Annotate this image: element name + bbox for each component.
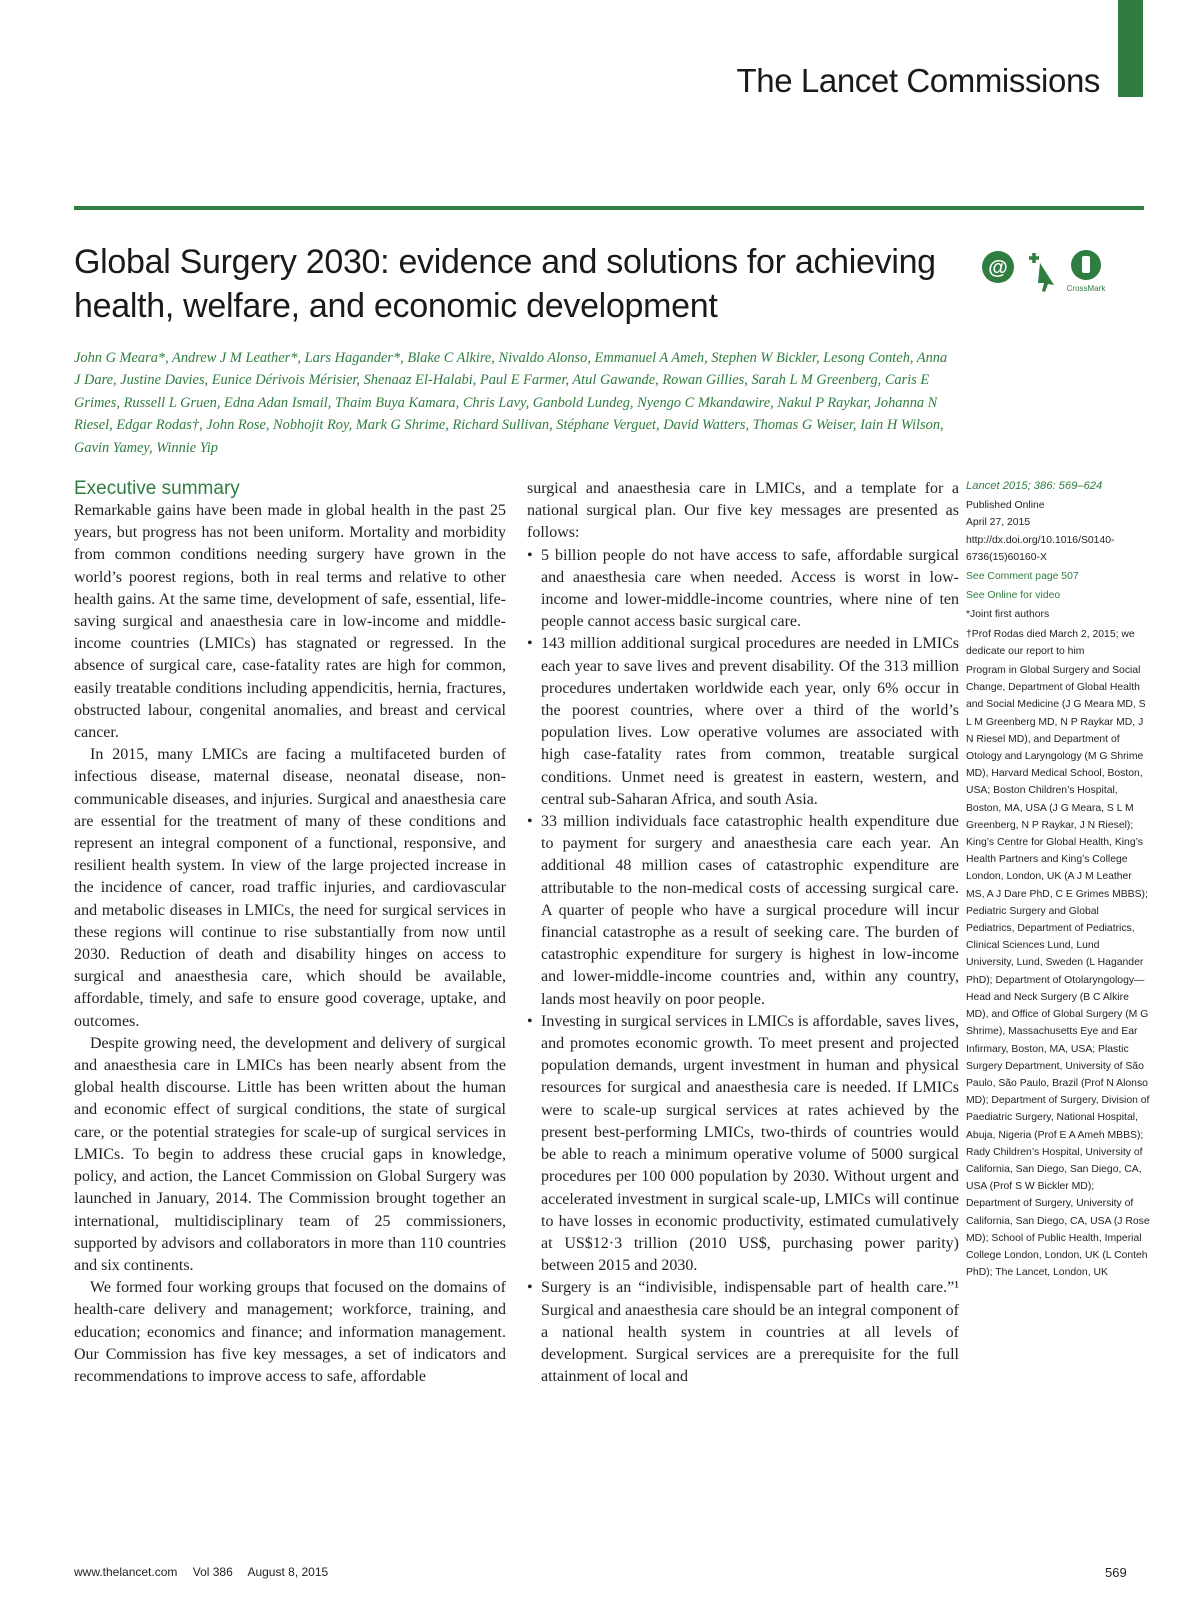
affiliations: Program in Global Surgery and Social Change, Department of Global Health and Social Medicine (J G Meara MD, S L M Greenberg MD, N P Raykar MD, J N Riesel MD), and Department of Otology and Laryngology (M G Shrime MD), Harvard Medical School, Boston, USA; Boston Children’s Hospital, Boston, MA, USA (J G Meara, S L M Greenberg, N P Raykar, J N Riesel); King’s Centre for Global Health, King’s Health Partners and King’s College London, London, UK (A J M Leather MS, A J Dare PhD, C E Grimes MBBS); Pediatric Surgery and Global Pediatrics, Department of Pediatrics, Clinical Sciences Lund, Lund University, Lund, Sweden (L Hagander PhD); Department of Otolaryngology—Head and Neck Surgery (B C Alkire MD), and Office of Global Surgery (M G Shrime), Massachusetts Eye and Ear Infirmary, Boston, MA, USA; Plastic Surgery Department, University of São Paulo, São Paulo, Brazil (Prof N Alonso MD); Department of Surgery, Division of Paediatric Surgery, National Hospital, Abuja, Nigeria (Prof E A Ameh MBBS); Rady Children’s Hospital, University of California, San Diego, San Diego, CA, USA (Prof S W Bickler MD); Department of Surgery, University of California, San Diego, CA, USA (J Rose MD); School of Public Health, Imperial College London, London, UK (L Conteh PhD); The Lancet, London, UK — [966, 665, 1150, 1279]
body-column-1 — [74, 478, 506, 1388]
body-paragraph: Remarkable gains have been made in global health in the past 25 years, but progress has not been uniform. Mortality and morbidity from common conditions needing surgery have grown in the world’s poorest regions, both in real terms and relative to other health gains. At the same time, development of safe, essential, life-saving surgical and anaesthesia care in low-income and middle-income countries (LMICs) has stagnated or regressed. In the absence of surgical care, case-fatality rates are high for common, easily treatable conditions including appendicitis, hernia, fractures, obstructed labour, congenital anomalies, and breast and cervical cancer. — [74, 502, 506, 742]
article-icons — [980, 247, 1110, 297]
dedication-note: †Prof Rodas died March 2, 2015; we dedicate our report to him — [966, 628, 1135, 657]
body-paragraph: In 2015, many LMICs are facing a multifaceted burden of infectious disease, maternal disease, neonatal disease, non-communicable diseases, and injuries. Surgical and anaesthesia care are essential for the treatment of many of these conditions and represent an integral component of a functional, responsive, and resilient health system. In view of the large projected increase in the incidence of cancer, road traffic injuries, and cardiovascular and metabolic diseases in LMICs, the need for surgical services in these regions will continue to rise substantially from now until 2030. Reduction of death and disability hinges on access to surgical and anaesthesia care, which should be available, affordable, timely, and safe to ensure good coverage, uptake, and outcomes. — [74, 746, 506, 1030]
header-rule — [74, 206, 1144, 210]
citation: Lancet 2015; 386: 569–624 — [966, 480, 1103, 492]
key-message-item: • 5 billion people do not have access to safe, affordable surgical and anaesthesia care when needed. Access is worst in low-income and lower-middle-income countries, where nine of ten people cannot access basic surgical care. — [527, 545, 959, 634]
see-comment-link[interactable]: See Comment page 507 — [966, 571, 1079, 583]
published-date: April 27, 2015 — [966, 517, 1031, 529]
author-list: John G Meara*, Andrew J M Leather*, Lars Hagander*, Blake C Alkire, Nivaldo Alonso, Emmanuel A Ameh, Stephen W Bickler, Lesong Conteh, Anna J Dare, Justine Davies, Eunice Dérivois Mérisier, Shenaaz El-Halabi, Paul E Farmer, Atul Gawande, Rowan Gillies, Sarah L M Greenberg, Caris E Grimes, Russell L Gruen, Edna Adan Ismail, Thaim Buya Kamara, Chris Lavy, Ganbold Lundeg, Nyengo C Mkandawire, Nakul P Raykar, Johanna N Riesel, Edgar Rodas†, John Rose, Nobhojit Roy, Mark G Shrime, Richard Sullivan, Stéphane Verguet, David Watters, Thomas G Weiser, Iain H Wilson, Gavin Yamey, Winnie Yip — [74, 350, 948, 456]
published-label: Published Online — [966, 500, 1045, 512]
section-heading: Executive summary — [74, 478, 240, 499]
open-access-icon[interactable] — [982, 251, 1014, 283]
svg-text:@: @ — [988, 257, 1008, 279]
key-message-item: • 33 million individuals face catastrophic health expenditure due to payment for surgery and anaesthesia care each year. An additional 48 million cases of catastrophic expenditure are attributable to the non-medical costs of accessing surgical care. A quarter of people who have a surgical procedure will incur financial catastrophe as a result of seeking care. The burden of catastrophic expenditure for surgery is highest in low-income and lower-middle-income countries and, within any country, lands most heavily on poor people. — [527, 811, 959, 1011]
article-sidebar — [966, 478, 1150, 1283]
footer-volume: Vol 386 — [192, 1565, 233, 1579]
cursor-plus-icon[interactable] — [1029, 253, 1054, 292]
key-messages-intro: surgical and anaesthesia care in LMICs, and a template for a national surgical plan. Our five key messages are presented as follows: — [527, 480, 959, 542]
doi-link[interactable]: http://dx.doi.org/10.1016/S0140-6736(15)60160-X — [966, 534, 1115, 563]
journal-color-tab — [1118, 0, 1143, 97]
joint-authors-note: *Joint first authors — [966, 609, 1050, 621]
footer-date: August 8, 2015 — [247, 1565, 329, 1579]
page-footer — [74, 1565, 340, 1579]
footer-website[interactable]: www.thelancet.com — [74, 1565, 178, 1579]
body-paragraph: We formed four working groups that focused on the domains of health-care delivery and management; workforce, training, and education; economics and finance; and information management. Our Commission has five key messages, a set of indicators and recommendations to improve access to safe, affordable — [74, 1279, 506, 1385]
published-block — [966, 497, 1150, 566]
crossmark-label: CrossMark — [1066, 284, 1106, 293]
page-number: 569 — [1105, 1565, 1127, 1580]
key-message-item: • Surgery is an “indivisible, indispensable part of health care.”¹ Surgical and anaesthesia care should be an integral component of a national health system in countries at all levels of development. Surgical services are a prerequisite for the full attainment of local and — [527, 1277, 959, 1388]
see-online-link[interactable]: See Online for video — [966, 590, 1061, 602]
journal-section-title: The Lancet Commissions — [736, 62, 1100, 99]
crossmark-icon[interactable] — [1067, 250, 1107, 293]
article-title: Global Surgery 2030: evidence and solutions for achieving health, welfare, and economic development — [74, 243, 936, 325]
key-message-item: • 143 million additional surgical procedures are needed in LMICs each year to save lives and prevent disability. Of the 313 million procedures undertaken worldwide each year, only 6% occur in the poorest countries, where over a third of the world’s population lives. Low operative volumes are associated with high case-fatality rates from common, treatable surgical conditions. Unmet need is greatest in eastern, western, and central sub-Saharan Africa, and south Asia. — [527, 633, 959, 811]
key-messages-list — [527, 545, 959, 1389]
key-message-item: • Investing in surgical services in LMICs is affordable, saves lives, and promotes economic growth. To meet present and projected population demands, urgent investment in human and physical resources for surgical and anaesthesia care is needed. If LMICs were to scale-up surgical services at rates achieved by the present best-performing LMICs, two-thirds of countries would be able to reach a minimum operative volume of 5000 surgical procedures per 100 000 population by 2030. Without urgent and accelerated investment in surgical scale-up, LMICs will continue to have losses in economic productivity, estimated cumulatively at US$12·3 trillion (2010 US$, purchasing power parity) between 2015 and 2030. — [527, 1011, 959, 1277]
body-column-2 — [527, 478, 959, 1388]
body-paragraph: Despite growing need, the development and delivery of surgical and anaesthesia care in LMICs has been nearly absent from the global health discourse. Little has been written about the human and economic effect of surgical conditions, the state of surgical care, or the potential strategies for scale-up of surgical services in LMICs. To begin to address these crucial gaps in knowledge, policy, and action, the Lancet Commission on Global Surgery was launched in January, 2014. The Commission brought together an international, multidisciplinary team of 25 commissioners, supported by advisors and collaborators in more than 110 countries and six continents. — [74, 1034, 506, 1274]
